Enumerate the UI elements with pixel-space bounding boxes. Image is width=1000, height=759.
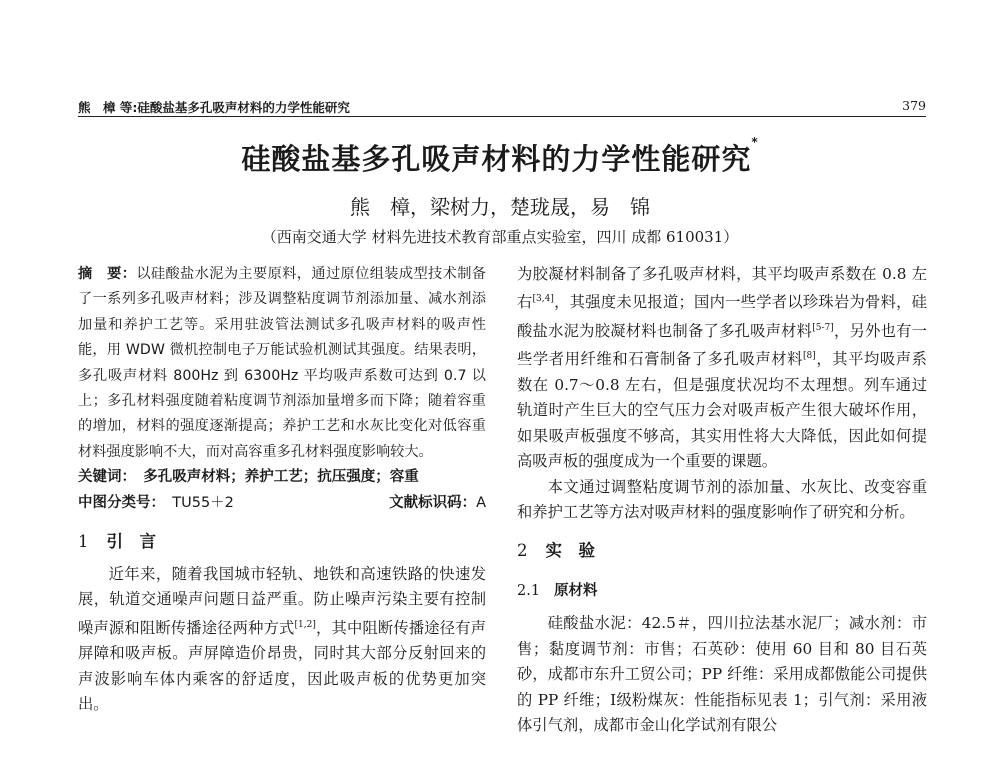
- intro-paragraph: [78, 562, 486, 718]
- classification: [78, 491, 486, 516]
- continued-text-d: ，其平均吸声系数在 0.7～0.8 左右，但是强度状况均不太理想。列车通过轨道时产生巨大的空气压力会对吸声板产生很大破坏作用，如果吸声板强度不够高，其实用性将大大降低，因此如何提高吸声板的强度成为一个重要的课题。: [517, 350, 927, 471]
- materials-paragraph: 硅酸盐水泥：42.5＃，四川拉法基水泥厂；减水剂：市售；黏度调节剂：市售；石英砂：使用 60 目和 80 目石英砂，成都市东升工贸公司；PP 纤维：采用成都傲能公司提供的 PP 纤维；Ⅰ级粉煤灰：性能指标见表 1；引气剂：采用液体引气剂，成都市金山化学试剂有限公: [517, 614, 927, 734]
- continued-text-a: 为胶凝材料制备了多孔吸声材料，其平均吸声系数在 0.8 左右: [517, 265, 927, 312]
- clc-value: TU55＋2: [172, 494, 234, 511]
- subsection-title: 原材料: [554, 583, 598, 600]
- left-column: [78, 262, 486, 718]
- continued-text-b: ，其强度未见报道；国内一些学者以珍珠岩为骨料，硅酸盐水泥为胶凝材料也制备了多孔吸声材料: [517, 293, 927, 340]
- right-column: [517, 262, 927, 738]
- citation: [3,4]: [532, 294, 554, 305]
- abstract: [78, 262, 486, 465]
- doc-code-label: 文献标识码：: [389, 494, 477, 511]
- running-title: 熊 樟 等:硅酸盐基多孔吸声材料的力学性能研究: [78, 100, 350, 115]
- affiliation: （西南交通大学 材料先进技术教育部重点实验室，四川 成都 610031）: [261, 228, 739, 246]
- doc-code-value: A: [476, 494, 486, 511]
- intro-text-a: 近年来，随着我国城市轻轨、地铁和高速铁路的快速发展，轨道交通噪声问题日益严重。防止噪声污染主要有控制噪声源和阻断传播途径两种方式: [78, 565, 486, 637]
- keywords-label: 关键词：: [78, 469, 129, 486]
- section-1-title: 引 言: [106, 532, 156, 552]
- citation: [5-7]: [812, 322, 834, 333]
- continued-paragraph: [517, 262, 927, 475]
- intro-text-b: ，其中阻断传播途径有声屏障和吸声板。声屏障造价昂贵，同时其大部分反射回来的声波影响车体内乘客的舒适度，因此吸声板的优势更加突出。: [78, 618, 486, 714]
- section-1-number: 1: [78, 532, 89, 552]
- section-2-number: 2: [517, 541, 528, 561]
- purpose-paragraph: 本文通过调整粘度调节剂的添加量、水灰比、改变容重和养护工艺等方法对吸声材料的强度影响作了研究和分析。: [517, 477, 927, 521]
- section-heading-2: [517, 531, 927, 571]
- continued-text-c: ，另外也有一些学者用纤维和石膏制备了多孔吸声材料: [517, 322, 927, 369]
- paper-title: [0, 137, 1000, 178]
- abstract-label: 摘 要：: [78, 266, 137, 282]
- citation: [1,2]: [294, 619, 316, 630]
- subsection-number: 2.1: [517, 583, 541, 600]
- clc-label: 中图分类号：: [78, 494, 158, 511]
- title-footnote-mark: *: [751, 135, 759, 149]
- citation: [8]: [803, 351, 816, 362]
- running-head: [78, 98, 926, 117]
- page-number: 379: [902, 98, 926, 113]
- doc-code: [389, 491, 486, 516]
- section-2-title: 实 验: [545, 541, 595, 561]
- keywords-text: 多孔吸声材料；养护工艺；抗压强度；容重: [143, 469, 419, 486]
- subsection-heading: [517, 571, 927, 611]
- abstract-text: 以硅酸盐水泥为主要原料，通过原位组装成型技术制备了一系列多孔吸声材料；涉及调整粘度调节剂添加量、减水剂添加量和养护工艺等。采用驻波管法测试多孔吸声材料的吸声性能，用 WDW 微机控制电子万能试验机测试其强度。结果表明，多孔吸声材料 800Hz 到 6300Hz 平均吸声系数可达到 0.7 以上；多孔材料强度随着粘度调节剂添加量增多而下降；随着容重的增加，材料的强度逐渐提高；养护工艺和水灰比变化对低容重材料强度影响不大，而对高容重多孔材料强度影响较大。: [78, 266, 486, 460]
- keywords: [78, 465, 486, 490]
- authors: 熊 樟，梁树力，楚珑晟，易 锦: [350, 195, 650, 219]
- section-heading-1: [78, 522, 486, 562]
- paper-title-text: 硅酸盐基多孔吸声材料的力学性能研究: [241, 142, 752, 176]
